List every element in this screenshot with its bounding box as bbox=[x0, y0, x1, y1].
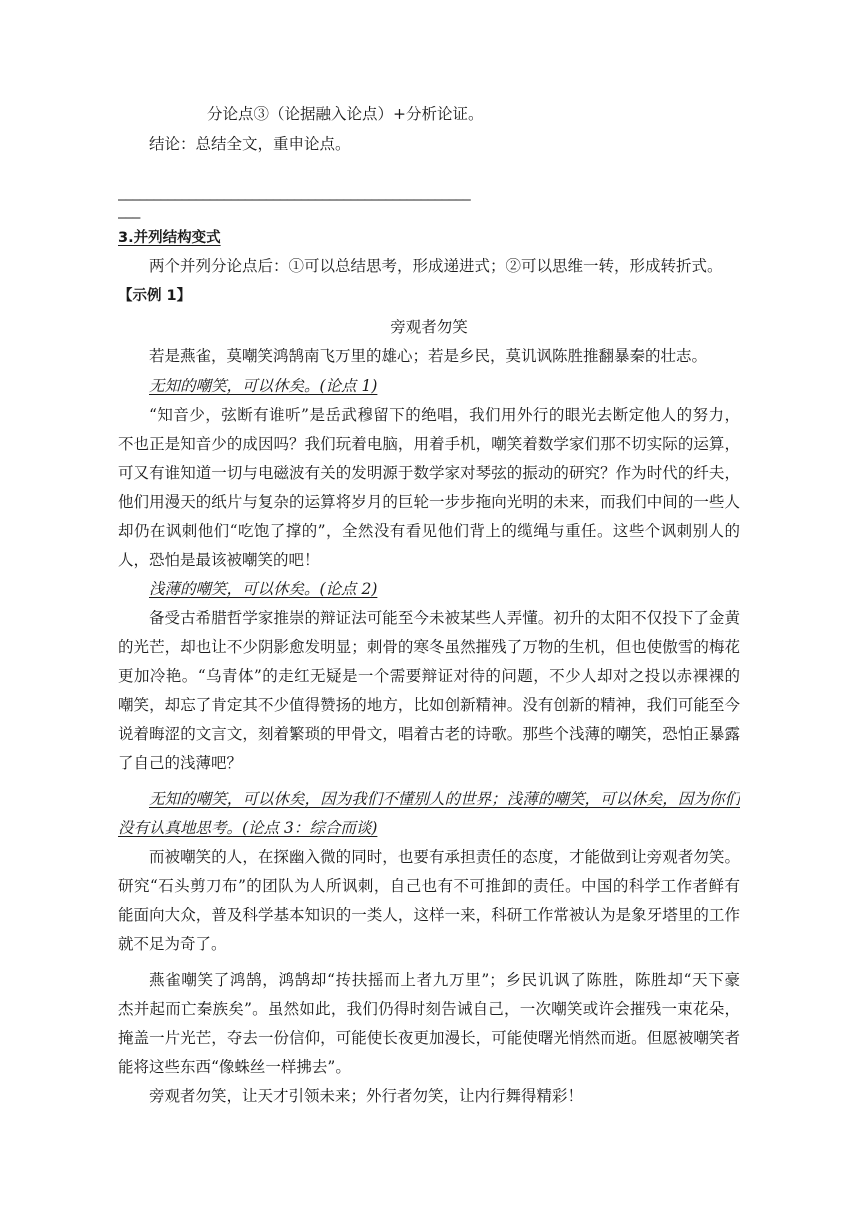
closing-line: 旁观者勿笑，让天才引领未来；外行者勿笑，让内行舞得精彩！ bbox=[149, 1087, 584, 1105]
paragraph-4-line-4: 能将这些东西“像蛛丝一样拂去”。 bbox=[118, 1058, 351, 1076]
divider-line-end: ——— bbox=[118, 210, 140, 226]
paragraph-2-line-5: 说着晦涩的文言文，刻着繁琐的甲骨文，唱着古老的诗歌。那些个浅薄的嘲笑，恐怕正暴露 bbox=[118, 725, 740, 743]
point-3-line-1: 无知的嘲笑，可以休矣，因为我们不懂别人的世界；浅薄的嘲笑，可以休矣，因为你们 bbox=[149, 790, 740, 808]
paragraph-1-line-6: 人，恐怕是最该被嘲笑的吧！ bbox=[118, 551, 320, 569]
section-intro: 两个并列分论点后：①可以总结思考，形成递进式；②可以思维一转，形成转折式。 bbox=[149, 257, 723, 275]
paragraph-3-line-2: 研究“石头剪刀布”的团队为人所讽刺，自己也有不可推卸的责任。中国的科学工作者鲜有 bbox=[118, 877, 740, 895]
paragraph-4-line-3: 掩盖一片光芒，夺去一份信仰，可能使长夜更加漫长，可能使曙光悄然而逝。但愿被嘲笑者 bbox=[118, 1029, 740, 1047]
point-2: 浅薄的嘲笑，可以休矣。(论点 2) bbox=[149, 580, 378, 598]
paragraph-2-line-6: 了自己的浅薄吧？ bbox=[118, 754, 243, 772]
paragraph-3-line-1: 而被嘲笑的人，在探幽入微的同时，也要有承担责任的态度，才能做到让旁观者勿笑。 bbox=[149, 848, 740, 866]
example-label: 【示例 1】 bbox=[118, 288, 192, 304]
paragraph-3-line-4: 就不足为奇了。 bbox=[118, 935, 227, 953]
point-3-line-2: 没有认真地思考。(论点 3：综合而谈) bbox=[118, 819, 378, 837]
section-heading: 3.并列结构变式 bbox=[118, 230, 221, 246]
paragraph-2-line-3: 更加冷艳。“乌青体”的走红无疑是一个需要辩证对待的问题，不少人却对之投以赤裸裸的 bbox=[118, 667, 740, 685]
paragraph-1-line-3: 可又有谁知道一切与电磁波有关的发明源于数学家对琴弦的振动的研究？作为时代的纤夫， bbox=[118, 464, 740, 482]
paragraph-3-line-3: 能面向大众，普及科学基本知识的一类人，这样一来，科研工作常被认为是象牙塔里的工作 bbox=[118, 906, 740, 924]
paragraph-4-line-1: 燕雀嘲笑了鸿鹄，鸿鹄却“抟扶摇而上者九万里”；乡民讥讽了陈胜，陈胜却“天下豪 bbox=[149, 971, 740, 989]
paragraph-4-line-2: 杰并起而亡秦族矣”。虽然如此，我们仍得时刻告诫自己，一次嘲笑或许会摧残一束花朵， bbox=[118, 1000, 740, 1018]
essay-title: 旁观者勿笑 bbox=[390, 318, 468, 336]
paragraph-1-line-4: 他们用漫天的纸片与复杂的运算将岁月的巨轮一步步拖向光明的未来，而我们中间的一些人 bbox=[118, 493, 740, 511]
paragraph-2-line-4: 嘲笑，却忘了肯定其不少值得赞扬的地方，比如创新精神。没有创新的精神，我们可能至今 bbox=[118, 696, 740, 714]
essay-opening: 若是燕雀，莫嘲笑鸿鹄南飞万里的雄心；若是乡民，莫讥讽陈胜推翻暴秦的壮志。 bbox=[149, 347, 708, 365]
point-1: 无知的嘲笑，可以休矣。(论点 1) bbox=[149, 377, 378, 395]
paragraph-1-line-5: 却仍在讽刺他们“吃饱了撑的”，全然没有看见他们背上的缆绳与重任。这些个讽刺别人的 bbox=[118, 522, 740, 540]
paragraph-1-line-1: “知音少，弦断有谁听”是岳武穆留下的绝唱，我们用外行的眼光去断定他人的努力， bbox=[149, 406, 740, 424]
sub-point-3-line: 分论点③（论据融入论点）+分析论证。 bbox=[207, 105, 484, 123]
paragraph-2-line-1: 备受古希腊哲学家推崇的辩证法可能至今未被某些人弄懂。初升的太阳不仅投下了金黄 bbox=[149, 609, 740, 627]
paragraph-2-line-2: 的光芒，却也让不少阴影愈发明显；刺骨的寒冬虽然摧残了万物的生机，但也使傲雪的梅花 bbox=[118, 638, 740, 656]
divider-line: —————————————————————————————————————————————————— bbox=[118, 192, 470, 208]
conclusion-line: 结论：总结全文，重申论点。 bbox=[149, 135, 351, 153]
paragraph-1-line-2: 不也正是知音少的成因吗？我们玩着电脑，用着手机，嘲笑着数学家们那不切实际的运算， bbox=[118, 435, 740, 453]
